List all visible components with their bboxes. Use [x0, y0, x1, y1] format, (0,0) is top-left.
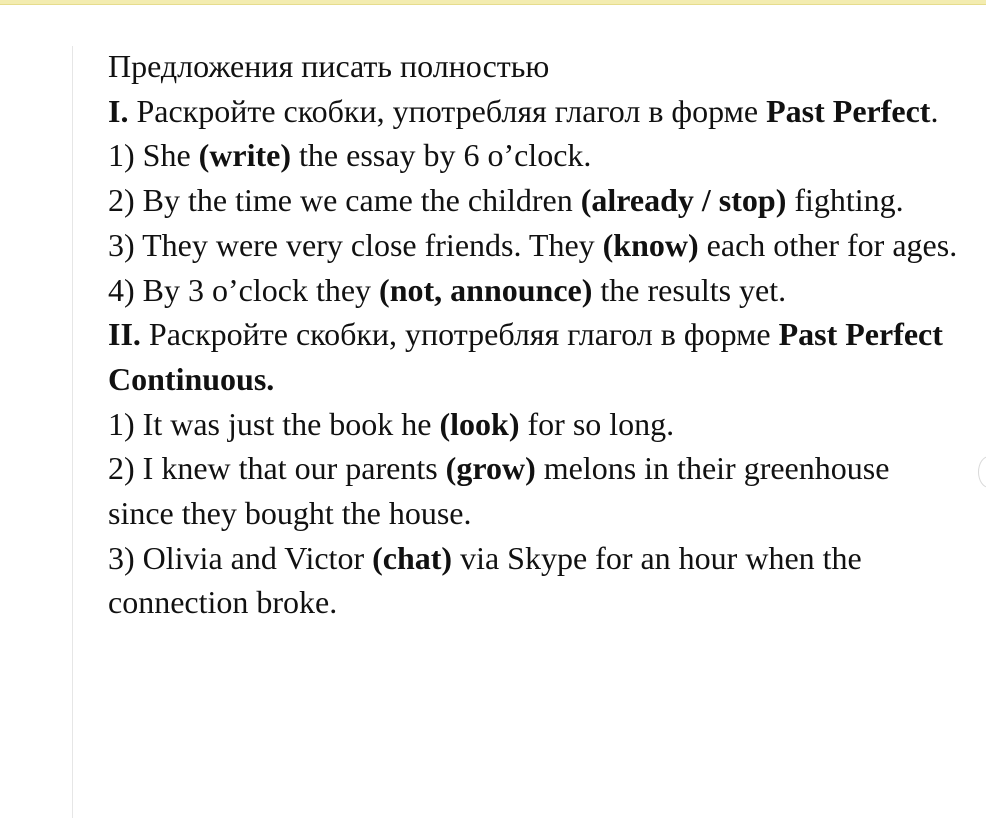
section-1-text: Раскройте скобки, употребляя глагол в форме: [128, 92, 767, 129]
exercise-document: [108, 44, 958, 625]
instruction-line: Предложения писать полностью: [108, 48, 550, 84]
section-2-text: Раскройте скобки, употребляя глагол в форме: [140, 316, 779, 353]
section-1-numeral: I.: [108, 92, 129, 129]
section-2-tense: Past Perfect Continuous.: [108, 316, 943, 397]
section-1-item-1: 1) She (write) the essay by 6 o’clock.: [108, 137, 592, 174]
verb-cue: (look): [439, 405, 520, 442]
section-1-heading: I. Раскройте скобки, употребляя глагол в форме Past Perfect.: [108, 92, 939, 129]
section-2-item-3: 3) Olivia and Victor (chat) via Skype for an hour when the connection broke.: [108, 539, 862, 621]
top-highlight-strip: [0, 0, 986, 5]
verb-cue: (already / stop): [580, 182, 787, 219]
verb-cue: (grow): [445, 450, 536, 487]
section-2-item-2: 2) I knew that our parents (grow) melons in their greenhouse since they bought the house.: [108, 450, 890, 532]
section-1-item-2: 2) By the time we came the children (already / stop) fighting.: [108, 182, 904, 219]
section-1-item-3: 3) They were very close friends. They (know) each other for ages.: [108, 226, 958, 263]
verb-cue: (write): [198, 137, 292, 174]
section-2-numeral: II.: [108, 316, 141, 353]
side-scroll-handle[interactable]: [978, 456, 986, 488]
section-2-item-1: 1) It was just the book he (look) for so long.: [108, 405, 675, 442]
verb-cue: (know): [602, 226, 699, 263]
section-2-heading: [108, 312, 958, 401]
verb-cue: (chat): [372, 539, 453, 576]
section-1-item-4: 4) By 3 o’clock they (not, announce) the results yet.: [108, 271, 787, 308]
left-margin-rule: [72, 46, 73, 818]
verb-cue: (not, announce): [379, 271, 593, 308]
section-1-tense: Past Perfect: [766, 92, 931, 129]
